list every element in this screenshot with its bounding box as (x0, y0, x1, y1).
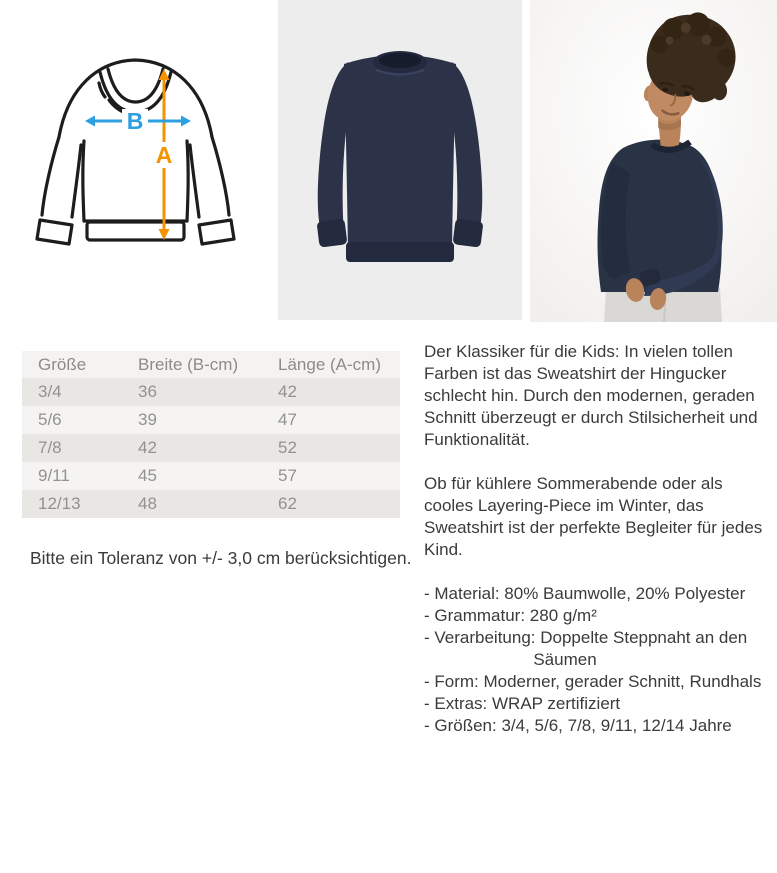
model-photo (530, 0, 777, 322)
cell-size: 3/4 (38, 382, 62, 401)
cell-width: 48 (138, 494, 157, 513)
product-description (424, 341, 776, 737)
table-row (22, 434, 400, 462)
cell-width: 39 (138, 410, 157, 429)
table-row (22, 406, 400, 434)
kid-model-illustration (530, 0, 777, 322)
cell-length: 57 (278, 466, 297, 485)
cell-size: 7/8 (38, 438, 62, 457)
spec-item-line: - Verarbeitung: Doppelte Steppnaht an den (424, 628, 748, 647)
size-table (22, 351, 400, 518)
tolerance-note: Bitte ein Toleranz von +/- 3,0 cm berücksichtigen. (30, 548, 412, 568)
sweatshirt-front-illustration (278, 0, 522, 320)
spec-list (424, 583, 776, 737)
spec-item-line-continued: Säumen (533, 650, 597, 669)
width-arrow (85, 108, 191, 134)
cell-length: 52 (278, 438, 297, 457)
sweatshirt-measure-drawing (28, 45, 243, 255)
sweatshirt-front (317, 51, 484, 262)
description-paragraph: Ob für kühlere Sommerabende oder als cooles Layering-Piece im Winter, das Sweatshirt ist der perfekte Begleiter für jedes Kind. (424, 474, 763, 559)
size-table-header-row (22, 351, 400, 378)
length-label: A (155, 142, 173, 168)
column-header-groesse: Größe (38, 354, 87, 374)
product-photo (278, 0, 522, 320)
spec-item-material: - Material: 80% Baumwolle, 20% Polyester (424, 584, 746, 603)
sweatshirt-outline (37, 60, 234, 244)
column-header-breite: Breite (B-cm) (138, 354, 239, 374)
spec-item-verarbeitung (424, 627, 776, 671)
cell-size: 12/13 (38, 494, 81, 513)
description-paragraph: Der Klassiker für die Kids: In vielen tollen Farben ist das Sweatshirt der Hingucker schlecht hin. Durch den modernen, geraden Schnitt überzeugt er durch Stilsicherheit und Funktionalität. (424, 342, 758, 449)
column-header-laenge: Länge (A-cm) (278, 354, 381, 374)
cell-size: 5/6 (38, 410, 62, 429)
spec-item-form: - Form: Moderner, gerader Schnitt, Rundhals (424, 672, 762, 691)
width-label: B (126, 108, 144, 134)
cell-length: 47 (278, 410, 297, 429)
cell-width: 36 (138, 382, 157, 401)
cell-width: 42 (138, 438, 157, 457)
spec-item-grammatur: - Grammatur: 280 g/m² (424, 606, 597, 625)
cell-size: 9/11 (38, 466, 70, 485)
table-row (22, 490, 400, 518)
cell-width: 45 (138, 466, 157, 485)
cell-length: 42 (278, 382, 297, 401)
spec-item-groessen: - Größen: 3/4, 5/6, 7/8, 9/11, 12/14 Jahre (424, 716, 732, 735)
size-diagram-image (28, 45, 243, 255)
table-row (22, 378, 400, 406)
length-arrow (152, 69, 176, 240)
table-row (22, 462, 400, 490)
size-table-wrap (22, 351, 400, 518)
cell-length: 62 (278, 494, 297, 513)
spec-item-extras: - Extras: WRAP zertifiziert (424, 694, 621, 713)
